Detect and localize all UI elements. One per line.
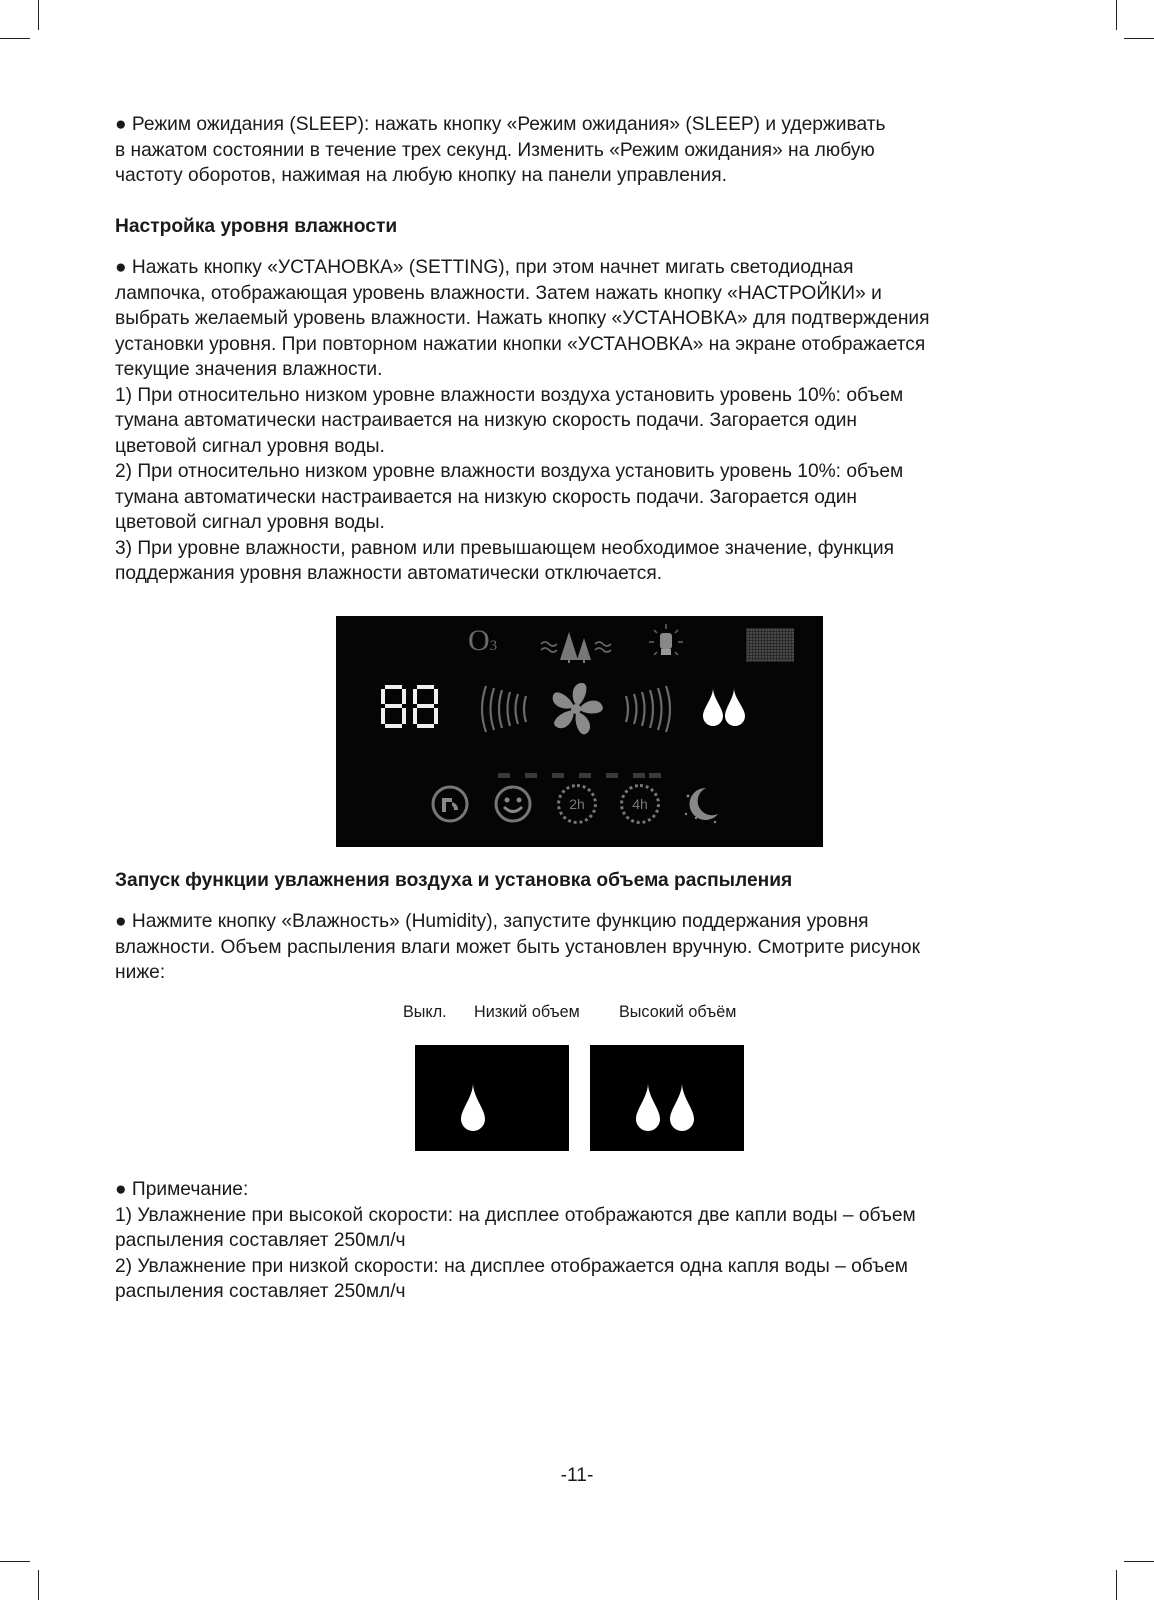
crop-mark <box>1124 38 1154 39</box>
display-panel <box>336 616 823 847</box>
crop-mark <box>38 1570 39 1600</box>
digits-icon <box>380 684 442 730</box>
mist-paragraph <box>115 909 1045 986</box>
crop-mark <box>0 1561 30 1562</box>
crop-mark <box>1116 0 1117 30</box>
notes-paragraph <box>115 1177 1045 1305</box>
text-line: 3) При уровне влажности, равном или превышающем необходимое значение, функция <box>115 537 895 559</box>
caption-off: Выкл. <box>403 1003 447 1021</box>
level-bar <box>579 773 591 778</box>
text-line: ● Режим ожидания (SLEEP): нажать кнопку «Режим ожидания» (SLEEP) и удерживать <box>115 114 886 135</box>
crop-mark <box>38 0 39 30</box>
section-heading-humidity: Настройка уровня влажности <box>115 216 398 237</box>
text-line: ● Примечание: <box>115 1179 249 1200</box>
timer-2h-icon: 2h <box>557 784 597 824</box>
ozone-label: O <box>468 624 490 657</box>
caption-high: Высокий объём <box>619 1003 737 1021</box>
humidity-setting-paragraph <box>115 255 1045 587</box>
text-line: лампочка, отображающая уровень влажности. Затем нажать кнопку «НАСТРОЙКИ» и <box>115 282 882 304</box>
high-volume-tile <box>590 1045 744 1151</box>
text-line: тумана автоматически настраивается на низкую скорость подачи. Загорается один <box>115 410 858 431</box>
text-line: тумана автоматически настраивается на низкую скорость подачи. Загорается один <box>115 486 858 508</box>
text-line: установки уровня. При повторном нажатии кнопки «УСТАНОВКА» на экране отображается <box>115 333 926 355</box>
forest-icon <box>539 630 615 664</box>
text-line: выбрать желаемый уровень влажности. Нажать кнопку «УСТАНОВКА» для подтверждения <box>115 308 930 329</box>
ozone-subscript: 3 <box>489 638 498 654</box>
crop-mark <box>0 38 30 39</box>
water-drop-icon <box>459 1081 487 1133</box>
power-icon <box>430 784 470 824</box>
fan-icon <box>476 676 676 742</box>
lamp-icon <box>646 622 686 662</box>
low-volume-tile <box>415 1045 569 1151</box>
timer-4h-icon: 4h <box>620 784 660 824</box>
level-bar <box>552 773 564 778</box>
crop-mark <box>1124 1561 1154 1562</box>
text-line: влажности. Объем распыления влаги может быть установлен вручную. Смотрите рисунок <box>115 936 920 958</box>
sleep-moon-icon <box>682 784 722 824</box>
text-line: текущие значения влажности. <box>115 359 383 380</box>
smiley-icon <box>493 784 533 824</box>
screen-icon <box>746 628 794 662</box>
level-bar <box>606 773 618 778</box>
text-line: ● Нажмите кнопку «Влажность» (Humidity), запустите функцию поддержания уровня <box>115 911 869 932</box>
level-bar <box>649 773 661 778</box>
ozone-icon <box>468 624 497 658</box>
page-number: -11- <box>560 1465 594 1486</box>
level-bar <box>525 773 537 778</box>
text-line: поддержания уровня влажности автоматически отключается. <box>115 563 663 584</box>
caption-low: Низкий объем <box>474 1003 580 1021</box>
level-bar <box>498 773 510 778</box>
crop-mark <box>1116 1570 1117 1600</box>
text-line: 1) Увлажнение при высокой скорости: на дисплее отображаются две капли воды – объем <box>115 1204 916 1226</box>
text-line: 2) Увлажнение при низкой скорости: на дисплее отображается одна капля воды – объем <box>115 1255 908 1277</box>
water-drops-icon <box>634 1081 698 1133</box>
text-line: цветовой сигнал уровня воды. <box>115 435 385 457</box>
text-line: цветовой сигнал уровня воды. <box>115 512 385 533</box>
text-line: 2) При относительно низком уровне влажности воздуха установить уровень 10%: объем <box>115 461 904 482</box>
text-line: распыления составляет 250мл/ч <box>115 1281 406 1302</box>
section-heading-mist: Запуск функции увлажнения воздуха и установка объема распыления <box>115 870 793 891</box>
text-line: в нажатом состоянии в течение трех секунд. Изменить «Режим ожидания» на любую <box>115 139 875 161</box>
water-drops-icon <box>701 686 747 730</box>
sleep-paragraph <box>115 112 1045 189</box>
text-line: частоту оборотов, нажимая на любую кнопку на панели управления. <box>115 165 727 186</box>
text-line: ● Нажать кнопку «УСТАНОВКА» (SETTING), при этом начнет мигать светодиодная <box>115 257 854 278</box>
text-line: распыления составляет 250мл/ч <box>115 1230 406 1251</box>
text-line: 1) При относительно низком уровне влажности воздуха установить уровень 10%: объем <box>115 384 904 406</box>
text-line: ниже: <box>115 962 166 983</box>
level-bar <box>633 773 645 778</box>
